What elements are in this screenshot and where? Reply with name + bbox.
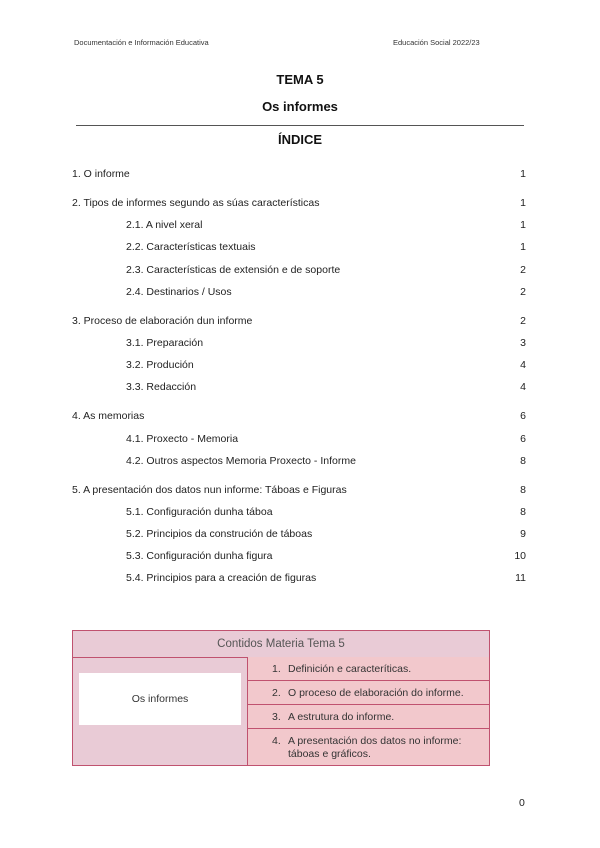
toc-entry-text: 5. A presentación dos datos nun informe: Táboas e Figuras (72, 484, 347, 496)
topic-subtitle: Os informes (262, 99, 338, 114)
contents-item-number: 1. (272, 663, 281, 675)
toc-entry-text: 3.1. Preparación (126, 337, 204, 349)
toc-entry-text: 3.3. Redacción (126, 381, 197, 393)
toc-entry-text: 5.1. Configuración dunha táboa (126, 506, 273, 518)
toc-entry-page: 4 (520, 359, 526, 371)
contents-item-number: 2. (272, 687, 281, 699)
toc-entry-text: 3. Proceso de elaboración dun informe (72, 315, 253, 327)
toc-entry-text: 3.2. Produción (126, 359, 194, 371)
toc-entry-page: 6 (520, 410, 526, 422)
toc-entry-page: 8 (520, 455, 526, 467)
toc-entry-page: 11 (515, 572, 526, 584)
page-number: 0 (519, 797, 525, 809)
topic-title: TEMA 5 (276, 72, 324, 87)
toc-entry-page: 1 (520, 241, 526, 253)
toc-entry-text: 2.1. A nivel xeral (126, 219, 203, 231)
contents-item-number: 4. (272, 735, 281, 747)
contents-table (72, 630, 490, 766)
toc-entry-text: 2.2. Características textuais (126, 241, 256, 253)
contents-item (248, 681, 489, 705)
toc-entry-page: 3 (520, 337, 526, 349)
toc-entry-text: 5.3. Configuración dunha figura (126, 550, 273, 562)
toc-entry-text: 1. O informe (72, 168, 130, 180)
contents-item (248, 705, 489, 729)
toc-entry-page: 8 (520, 484, 526, 496)
toc-entry-page: 6 (520, 433, 526, 445)
toc-entry-page: 4 (520, 381, 526, 393)
toc-entry-page: 10 (514, 550, 526, 562)
toc-entry-text: 5.2. Principios da construción de táboas (126, 528, 313, 540)
contents-item (248, 657, 489, 681)
toc-entry-page: 2 (520, 264, 526, 276)
contents-item-text: O proceso de elaboración do informe. (288, 687, 464, 699)
contents-item-number: 3. (272, 711, 281, 723)
toc-entry-text: 5.4. Principios para a creación de figuras (126, 572, 317, 584)
toc-entry-text: 2.3. Características de extensión e de soporte (126, 264, 341, 276)
toc-entry-page: 2 (520, 286, 526, 298)
contents-item-text: Definición e caracteríticas. (288, 663, 412, 675)
divider (76, 125, 524, 126)
contents-item-text: A presentación dos datos no informe: táboas e gráficos. (288, 735, 462, 760)
contents-table-left-cell (73, 657, 248, 765)
toc-entry-page: 8 (520, 506, 526, 518)
toc-entry-text: 4.1. Proxecto - Memoria (126, 433, 239, 445)
toc-entry-text: 4. As memorias (72, 410, 145, 422)
toc-entry-page: 1 (520, 168, 526, 180)
contents-item (248, 729, 489, 765)
contents-table-header: Contidos Materia Tema 5 (73, 631, 489, 658)
toc-entry-text: 2. Tipos de informes segundo as súas características (72, 197, 320, 209)
toc-entry-page: 9 (520, 528, 526, 540)
contents-table-left-label: Os informes (79, 673, 241, 725)
toc-entry-page: 1 (520, 197, 526, 209)
contents-item-text: A estrutura do informe. (288, 711, 395, 723)
toc-entry-text: 4.2. Outros aspectos Memoria Proxecto - Informe (126, 455, 356, 467)
toc-entry-page: 1 (520, 219, 526, 231)
header-left: Documentación e Información Educativa (74, 38, 209, 47)
index-title: ÍNDICE (277, 132, 323, 147)
header-right: Educación Social 2022/23 (393, 38, 480, 47)
toc-entry-page: 2 (520, 315, 526, 327)
toc-entry-text: 2.4. Destinarios / Usos (126, 286, 232, 298)
